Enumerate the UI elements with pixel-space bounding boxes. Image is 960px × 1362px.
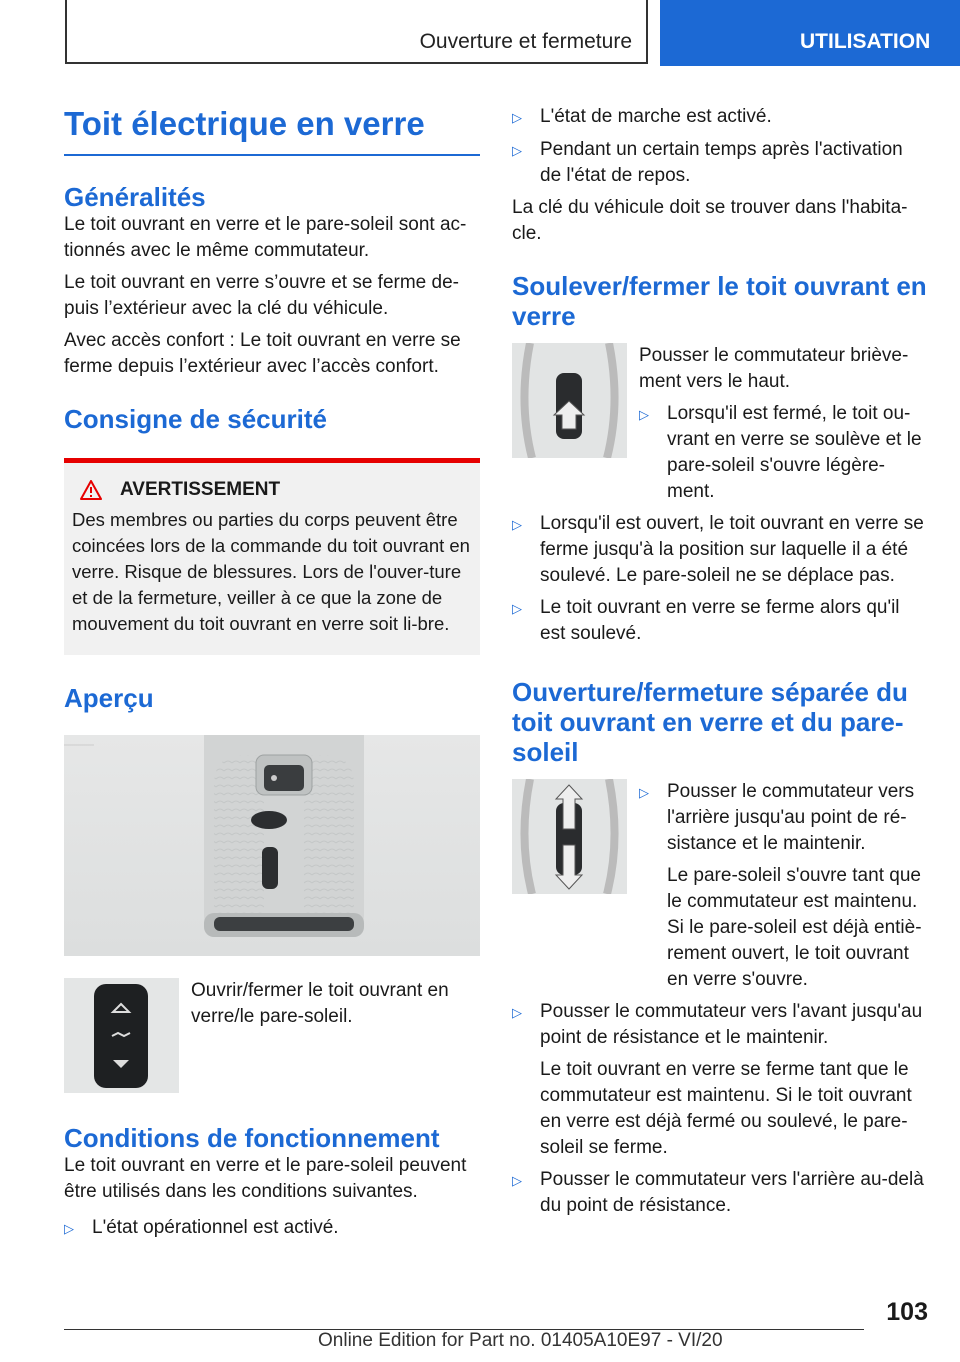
tilt-switch-photo xyxy=(512,343,627,458)
list-item: ▷ Pousser le commutateur vers l'arrière au-delà du point de résistance. xyxy=(512,1167,928,1219)
heading-apercu: Aperçu xyxy=(64,683,154,713)
page-title: Toit électrique en verre xyxy=(64,105,425,142)
triangle-bullet-icon: ▷ xyxy=(512,1005,522,1020)
triangle-bullet-icon: ▷ xyxy=(639,407,649,422)
right-column xyxy=(512,96,928,1219)
list-item: ▷ Lorsqu'il est fermé, le toit ou-vrant en verre se soulève et le pare-soleil s'ouvre légère-ment. xyxy=(639,401,928,505)
triangle-bullet-icon: ▷ xyxy=(512,143,522,158)
paragraph: Le toit ouvrant en verre et le pare-soleil sont ac-tionnés avec le même commutateur. xyxy=(64,214,467,261)
tilt-instruction: Pousser le commutateur briève-ment vers le haut. xyxy=(639,345,909,392)
list-item: ▷ Pendant un certain temps après l'activation de l'état de repos. xyxy=(512,137,928,189)
list-item: ▷ L'état de marche est activé. xyxy=(512,104,928,131)
section-title: Ouverture et fermeture xyxy=(419,30,632,53)
slide-switch-photo xyxy=(512,779,627,894)
paragraph: La clé du véhicule doit se trouver dans l'habita-cle. xyxy=(512,197,908,244)
page-number: 103 xyxy=(886,1298,928,1326)
list-item: ▷ Le toit ouvrant en verre se ferme alors qu'il est soulevé. xyxy=(512,595,928,647)
warning-box xyxy=(64,458,480,655)
header-frame xyxy=(65,0,648,64)
heading-soulever: Soulever/fermer le toit ouvrant en verre xyxy=(512,271,927,331)
chapter-tab[interactable]: UTILISATION xyxy=(660,0,960,66)
overhead-console-illustration xyxy=(64,735,480,956)
bullet-note: Le pare-soleil s'ouvre tant que le commutateur est maintenu. Si le pare-soleil est déjà entiè-rement ouvert, le toit ouvrant en verre s'ouvre. xyxy=(667,865,922,990)
triangle-bullet-icon: ▷ xyxy=(639,785,649,800)
heading-generalites: Généralités xyxy=(64,182,206,212)
switch-illustration xyxy=(64,978,179,1093)
paragraph: Avec accès confort : Le toit ouvrant en verre se ferme depuis l’extérieur avec l’accès confort. xyxy=(64,330,461,377)
warning-text: Des membres ou parties du corps peuvent être coincées lors de la commande du toit ouvrant en verre. Risque de blessures. Lors de l'ouver-ture et de la fermeture, veiller à ce que la zone de mouvement du toit ouvrant en verre soit li-bre. xyxy=(72,509,470,634)
slide-switch-illustration xyxy=(512,779,627,894)
bullet-note: Le toit ouvrant en verre se ferme tant que le commutateur est maintenu. Si le toit ouvrant en verre est déjà fermé ou soulevé, le pare-soleil se ferme. xyxy=(540,1059,912,1158)
warning-icon xyxy=(80,480,102,500)
heading-separee: Ouverture/fermeture séparée du toit ouvrant en verre et du pare-soleil xyxy=(512,677,908,767)
overview-photo xyxy=(64,735,480,956)
list-item: ▷ Lorsqu'il est ouvert, le toit ouvrant en verre se ferme jusqu'à la position sur laquelle il a été soulevé. Le pare-soleil ne se déplace pas. xyxy=(512,511,928,589)
warning-title: AVERTISSEMENT xyxy=(120,479,281,500)
list-item: ▷ Pousser le commutateur vers l'arrière jusqu'au point de ré-sistance et le maintenir. xyxy=(639,779,928,857)
list-item: ▷ Pousser le commutateur vers l'avant jusqu'au point de résistance et le maintenir. xyxy=(512,999,928,1051)
triangle-bullet-icon: ▷ xyxy=(512,517,522,532)
triangle-bullet-icon: ▷ xyxy=(512,110,522,125)
triangle-bullet-icon: ▷ xyxy=(64,1221,74,1236)
heading-securite: Consigne de sécurité xyxy=(64,404,327,434)
title-divider xyxy=(64,154,480,156)
switch-photo xyxy=(64,978,179,1093)
switch-caption: Ouvrir/fermer le toit ouvrant en verre/le pare-soleil. xyxy=(191,980,449,1027)
paragraph: Le toit ouvrant en verre et le pare-soleil peuvent être utilisés dans les conditions suivantes. xyxy=(64,1155,467,1202)
paragraph: Le toit ouvrant en verre s’ouvre et se ferme de-puis l’extérieur avec la clé du véhicule. xyxy=(64,272,459,319)
left-column xyxy=(64,96,480,1242)
tilt-switch-illustration xyxy=(512,343,627,458)
triangle-bullet-icon: ▷ xyxy=(512,1173,522,1188)
triangle-bullet-icon: ▷ xyxy=(512,601,522,616)
heading-conditions: Conditions de fonctionnement xyxy=(64,1123,440,1153)
list-item: ▷ L'état opérationnel est activé. xyxy=(64,1215,480,1242)
edition-note: Online Edition for Part no. 01405A10E97 - VI/20 xyxy=(318,1330,723,1351)
